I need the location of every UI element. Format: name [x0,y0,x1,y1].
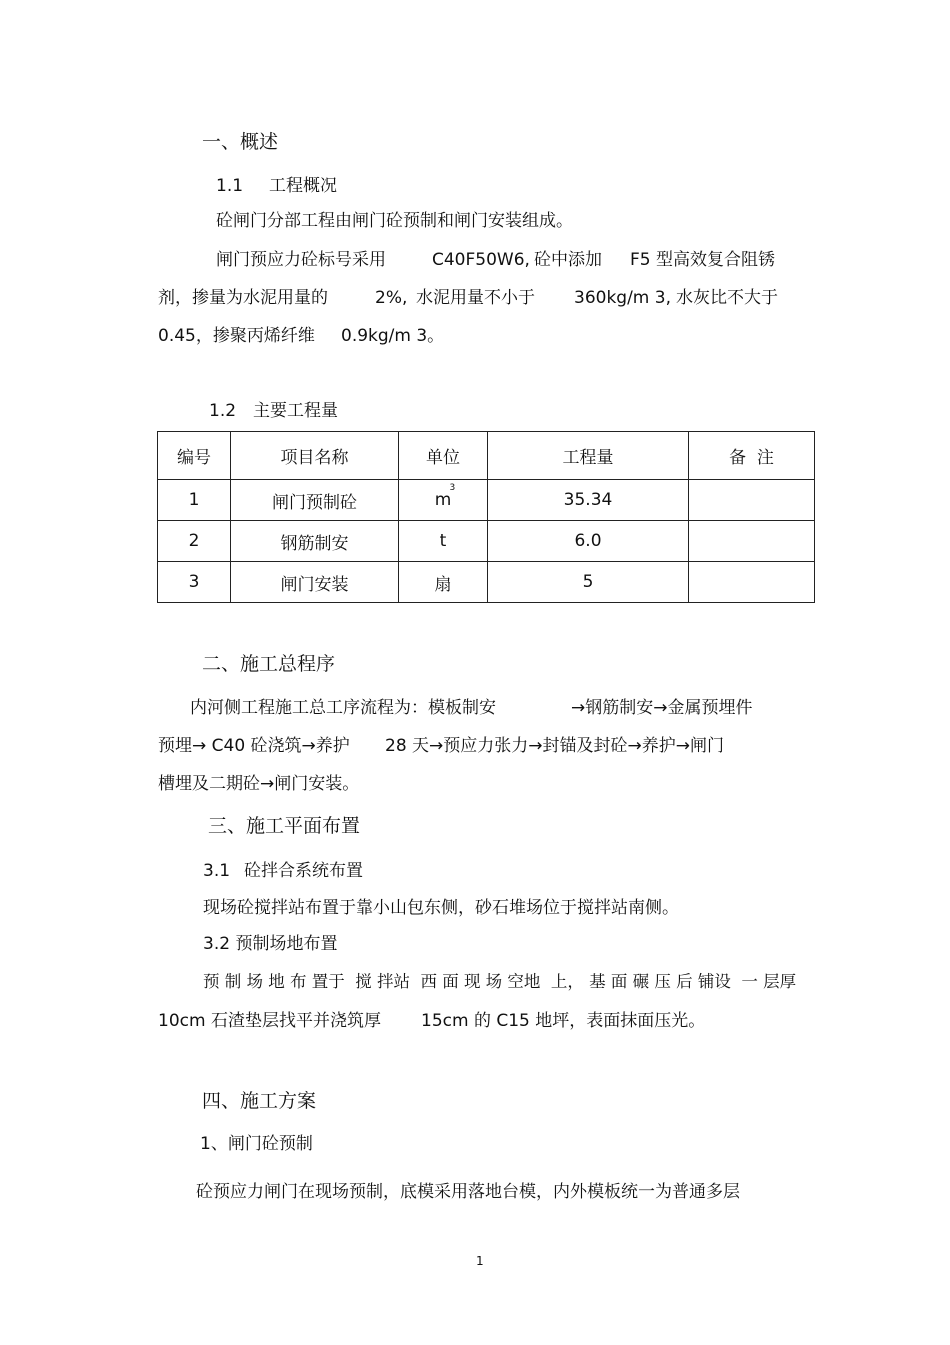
paragraph-2-line-3: 槽埋及二期砼→闸门安装。 [158,774,360,794]
text-segment: 360kg/m 3, [574,288,671,308]
text-segment: 水泥用量不小于 [416,288,535,308]
table-cell-qty: 5 [488,562,689,603]
text-segment: 28 天→预应力张力→封锚及封砼→养护→闸门 [385,736,725,756]
text-segment: 内河侧工程施工总工序流程为：模板制安 [190,698,496,718]
table-header-row [158,432,815,480]
text-segment: 2%, [375,288,408,308]
table-header-cell: 单位 [399,432,488,480]
table-cell-qty: 6.0 [488,521,689,562]
table-cell-note [689,562,815,603]
subsection-3-1-number: 3.1 [203,861,231,881]
text-segment: →钢筋制安→金属预埋件 [571,698,753,718]
subsection-1-2-title: 主要工程量 [253,401,338,421]
subsection-4-1: 1、闸门砼预制 [200,1134,313,1154]
table-cell-unit: t [399,521,488,562]
subsection-1-2-number: 1.2 [209,401,237,421]
text-segment: F5 型高效复合阻锈 [630,250,775,270]
subsection-3-1-title: 砼拌合系统布置 [244,861,363,881]
subsection-1-1-number: 1.1 [216,176,244,196]
table-header-cell: 项目名称 [231,432,399,480]
table-cell-unit [399,480,488,521]
table-cell-note [689,521,815,562]
text-segment: 剂，掺量为水泥用量的 [158,288,328,308]
paragraph-1-1: 砼闸门分部工程由闸门砼预制和闸门安装组成。 [216,211,573,231]
table-cell-no: 2 [158,521,231,562]
table-cell-qty: 35.34 [488,480,689,521]
text-segment: 10cm 石渣垫层找平并浇筑厚 [158,1011,381,1031]
table-cell-name: 钢筋制安 [231,521,399,562]
text-segment: 0.45，掺聚丙烯纤维 [158,326,315,346]
paragraph-4-1: 砼预应力闸门在现场预制，底模采用落地台模，内外模板统一为普通多层 [196,1182,740,1202]
text-segment: 15cm 的 C15 地坪，表面抹面压光。 [421,1011,706,1031]
table-row [158,480,815,521]
subsection-3-2: 3.2 预制场地布置 [203,934,338,954]
section-4-heading: 四、施工方案 [202,1090,317,1112]
table-cell-no: 3 [158,562,231,603]
section-3-heading: 三、施工平面布置 [208,815,361,837]
table-cell-note [689,480,815,521]
table-row [158,521,815,562]
section-2-heading: 二、施工总程序 [202,653,336,675]
unit-superscript: 3 [449,483,456,493]
table-cell-unit: 扇 [399,562,488,603]
paragraph-3-2-line-1: 预 制 场 地 布 置于 搅 拌站 西 面 现 场 空地 上， 基 面 碾 压 后 铺设 一 层厚 [203,972,797,991]
table-header-cell: 备 注 [689,432,815,480]
text-segment: 0.9kg/m 3。 [341,326,445,346]
section-1-heading: 一、概述 [202,131,279,153]
table-cell-name: 闸门预制砼 [231,480,399,521]
text-segment: 水灰比不大于 [676,288,778,308]
table-header-cell: 工程量 [488,432,689,480]
subsection-1-1-title: 工程概况 [269,176,337,196]
paragraph-3-1: 现场砼搅拌站布置于靠小山包东侧，砂石堆场位于搅拌站南侧。 [203,898,679,918]
table-cell-name: 闸门安装 [231,562,399,603]
page-number: 1 [476,1254,484,1268]
table-cell-no: 1 [158,480,231,521]
table-row [158,562,815,603]
text-segment: 闸门预应力砼标号采用 [216,250,386,270]
text-segment: 砼中添加 [534,250,602,270]
unit-text: m [434,490,452,510]
text-segment: 预埋→ C40 砼浇筑→养护 [158,736,350,756]
table-header-cell: 编号 [158,432,231,480]
quantity-table [157,431,815,603]
text-segment: C40F50W6, [432,250,530,270]
